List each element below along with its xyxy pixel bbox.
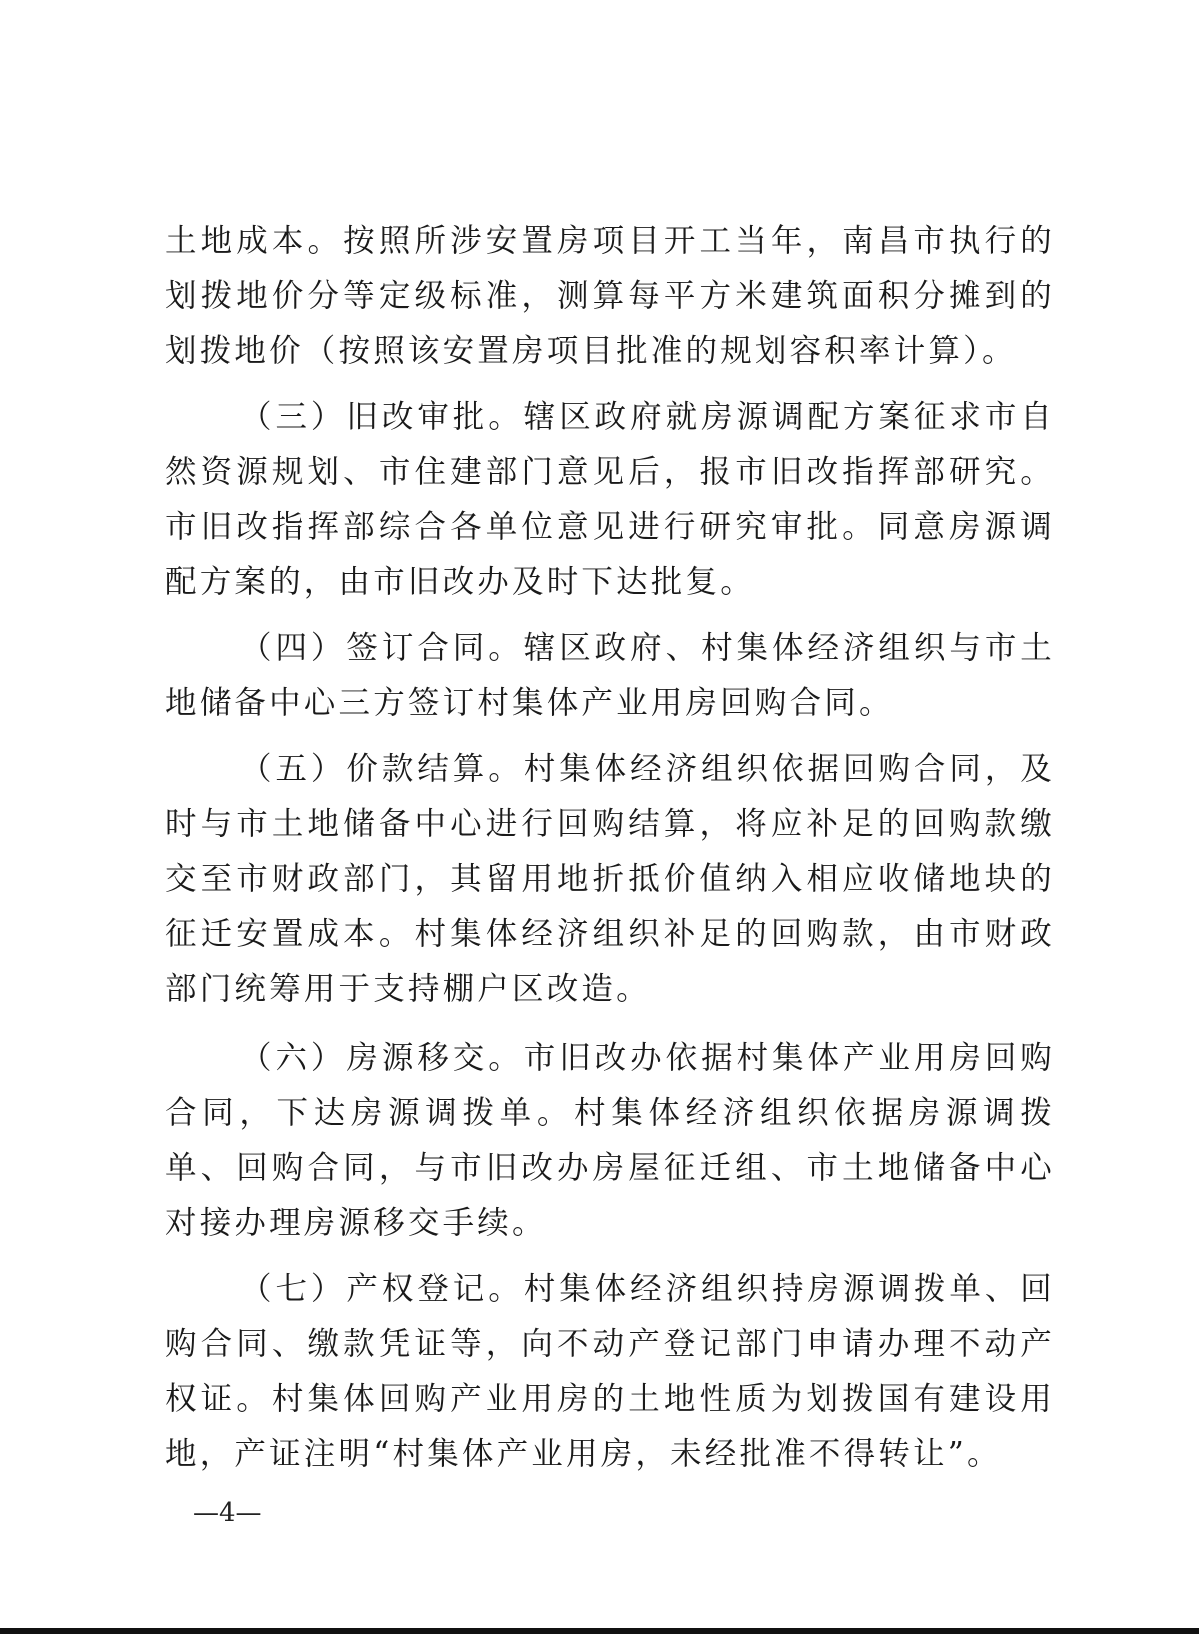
paragraph-renovation-approval: （三）旧改审批。辖区政府就房源调配方案征求市自然资源规划、市住建部门意见后，报市旧改指挥部研究。市旧改指挥部综合各单位意见进行研究审批。同意房源调配方案的，由市旧改办及时下达批复。 (165, 399, 1055, 600)
scan-edge-divider (0, 1628, 1199, 1634)
document-body (165, 214, 1055, 1482)
paragraph-property-registration: （七）产权登记。村集体经济组织持房源调拨单、回购合同、缴款凭证等，向不动产登记部门申请办理不动产权证。村集体回购产业用房的土地性质为划拨国有建设用地，产证注明“村集体产业用房，未经批准不得转让”。 (165, 1271, 1055, 1472)
paragraph-housing-transfer: （六）房源移交。市旧改办依据村集体产业用房回购合同，下达房源调拨单。村集体经济组织依据房源调拨单、回购合同，与市旧改办房屋征迁组、市土地储备中心对接办理房源移交手续。 (165, 1040, 1055, 1241)
paragraph-sign-contract: （四）签订合同。辖区政府、村集体经济组织与市土地储备中心三方签订村集体产业用房回购合同。 (165, 630, 1055, 721)
paragraph-price-settlement: （五）价款结算。村集体经济组织依据回购合同，及时与市土地储备中心进行回购结算，将应补足的回购款缴交至市财政部门，其留用地折抵价值纳入相应收储地块的征迁安置成本。村集体经济组织补足的回购款，由市财政部门统筹用于支持棚户区改造。 (165, 751, 1055, 1007)
page-number: —4— (193, 1498, 262, 1528)
paragraph-land-cost: 土地成本。按照所涉安置房项目开工当年，南昌市执行的划拨地价分等定级标准，测算每平方米建筑面积分摊到的划拨地价（按照该安置房项目批准的规划容积率计算）。 (165, 223, 1055, 369)
